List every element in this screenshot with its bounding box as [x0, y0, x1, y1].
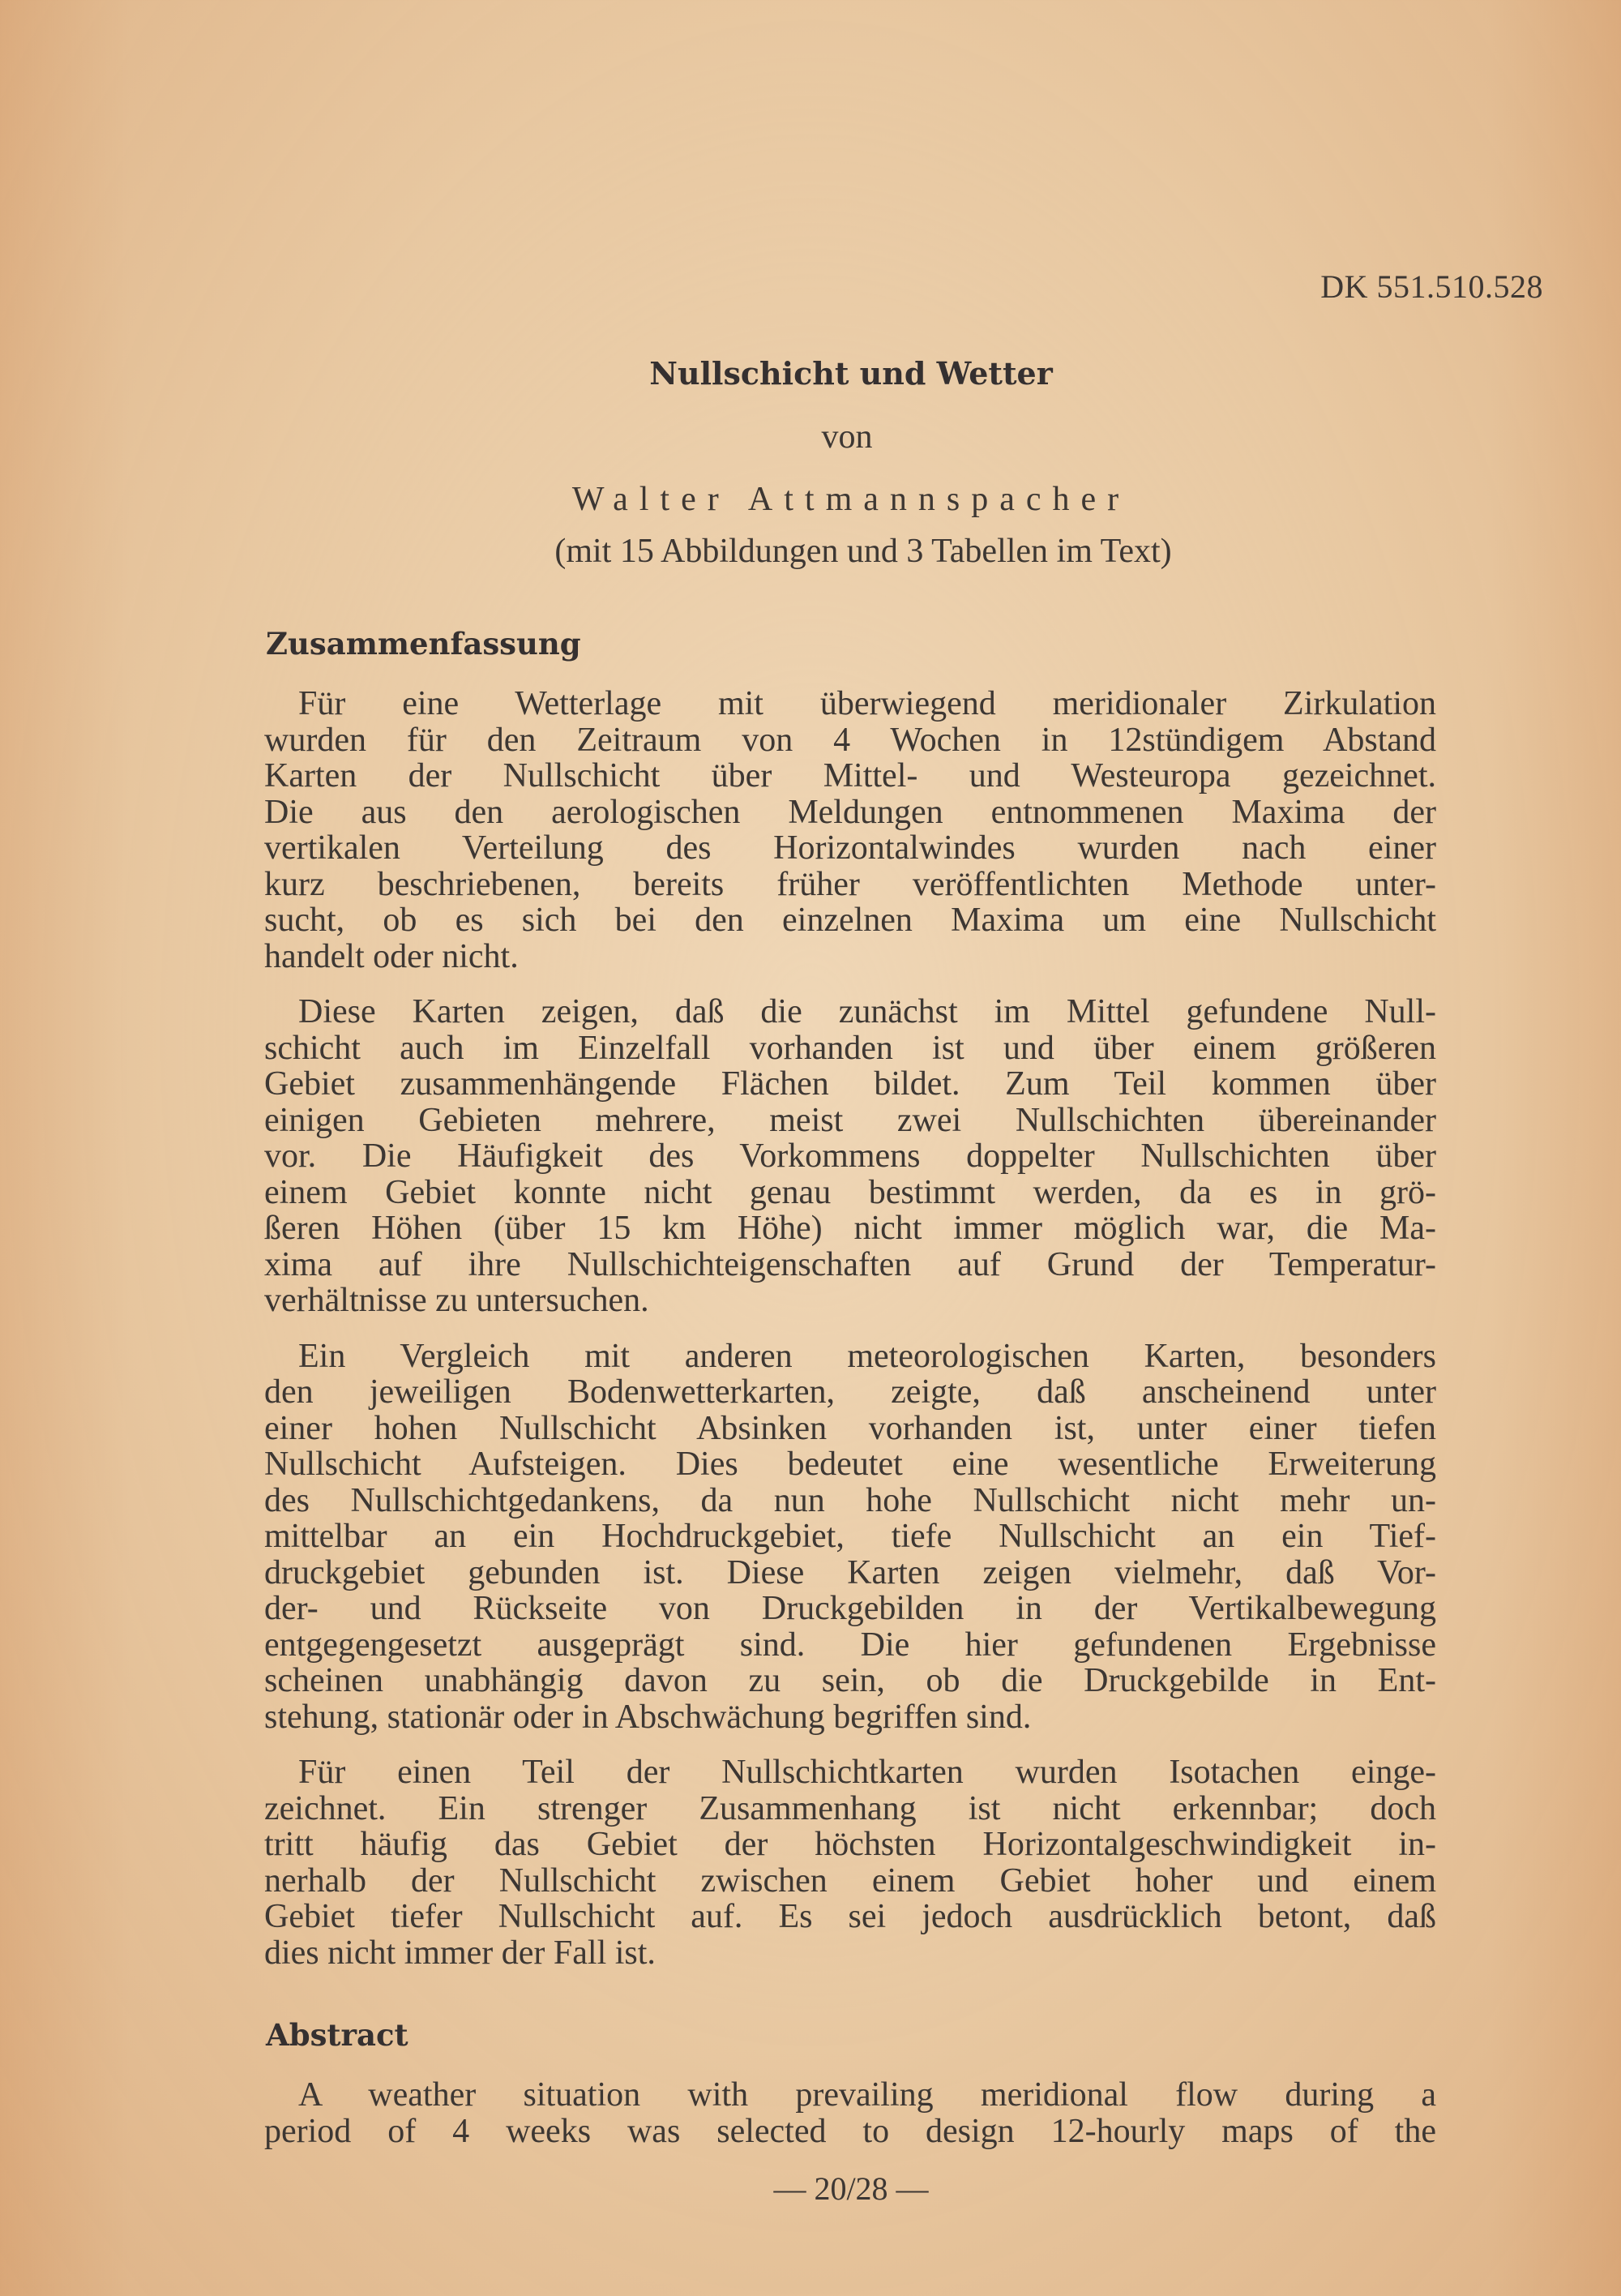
paragraph — [264, 2077, 1436, 2149]
article-title: Nullschicht und Wetter — [649, 355, 1053, 392]
text-line: des Nullschichtgedankens, da nun hohe Nullschicht nicht mehr un- — [264, 1481, 1436, 1519]
text-line: Für eine Wetterlage mit überwiegend meridionaler Zirkulation — [298, 685, 1436, 722]
paragraph — [264, 1754, 1436, 1971]
text-line: tritt häufig das Gebiet der höchsten Horizontalgeschwindigkeit in- — [264, 1826, 1436, 1863]
text-line: schicht auch im Einzelfall vorhanden ist und über einem größeren — [264, 1029, 1436, 1067]
text-line: verhältnisse zu untersuchen. — [264, 1282, 649, 1319]
text-line: Gebiet tiefer Nullschicht auf. Es sei jedoch ausdrücklich betont, daß — [264, 1898, 1436, 1935]
zusammenfassung-body — [264, 686, 1436, 1990]
text-line: dies nicht immer der Fall ist. — [264, 1934, 656, 1972]
text-line: Die aus den aerologischen Meldungen entnommenen Maxima der — [264, 793, 1436, 831]
paragraph — [264, 994, 1436, 1319]
byline: von — [821, 418, 873, 456]
text-line: druckgebiet gebunden ist. Diese Karten zeigen vielmehr, daß Vor- — [264, 1553, 1436, 1591]
text-line: Gebiet zusammenhängende Flächen bildet. Zum Teil kommen über — [264, 1065, 1436, 1103]
text-line: scheinen unabhängig davon zu sein, ob die Druckgebilde in Ent- — [264, 1662, 1436, 1699]
zusammenfassung-heading: Zusammenfassung — [266, 626, 581, 662]
abstract-body — [264, 2077, 1436, 2149]
text-line: der- und Rückseite von Druckgebilden in der Vertikalbewegung — [264, 1590, 1436, 1627]
text-line: period of 4 weeks was selected to design 12-hourly maps of the — [264, 2112, 1436, 2150]
author-name: Walter Attmannspacher — [571, 481, 1131, 518]
text-line: Karten der Nullschicht über Mittel- und Westeuropa gezeichnet. — [264, 757, 1436, 795]
text-line: kurz beschriebenen, bereits früher veröffentlichten Methode unter- — [264, 865, 1436, 903]
text-line: nerhalb der Nullschicht zwischen einem Gebiet hoher und einem — [264, 1861, 1436, 1900]
abstract-heading: Abstract — [266, 2017, 408, 2053]
text-line: einem Gebiet konnte nicht genau bestimmt werden, da es in grö- — [264, 1173, 1436, 1211]
text-line: ßeren Höhen (über 15 km Höhe) nicht immer möglich war, die Ma- — [264, 1210, 1436, 1247]
text-line: Für einen Teil der Nullschichtkarten wurden Isotachen einge- — [298, 1754, 1436, 1791]
text-line: Nullschicht Aufsteigen. Dies bedeutet eine wesentliche Erweiterung — [264, 1446, 1436, 1483]
text-line: entgegengesetzt ausgeprägt sind. Die hier gefundenen Ergebnisse — [264, 1626, 1436, 1664]
text-line: A weather situation with prevailing meridional flow during a — [298, 2076, 1436, 2114]
text-line: wurden für den Zeitraum von 4 Wochen in 12stündigem Abstand — [264, 721, 1436, 759]
text-line: vor. Die Häufigkeit des Vorkommens doppelter Nullschichten über — [264, 1137, 1436, 1175]
text-line: vertikalen Verteilung des Horizontalwindes wurden nach einer — [264, 829, 1436, 867]
udc-classification-code: DK 551.510.528 — [1320, 268, 1543, 305]
paragraph — [264, 1339, 1436, 1736]
text-line: Diese Karten zeigen, daß die zunächst im Mittel gefundene Null- — [298, 993, 1436, 1030]
text-line: den jeweiligen Bodenwetterkarten, zeigte, daß anscheinend unter — [264, 1373, 1436, 1411]
text-line: handelt oder nicht. — [264, 937, 519, 975]
page-number-footer: — 20/28 — — [773, 2170, 929, 2207]
text-line: Ein Vergleich mit anderen meteorologischen Karten, besonders — [298, 1337, 1436, 1375]
text-line: sucht, ob es sich bei den einzelnen Maxima um eine Nullschicht — [264, 902, 1436, 939]
text-line: xima auf ihre Nullschichteigenschaften auf Grund der Temperatur- — [264, 1245, 1436, 1283]
text-line: mittelbar an ein Hochdruckgebiet, tiefe Nullschicht an ein Tief- — [264, 1518, 1436, 1555]
text-line: einer hohen Nullschicht Absinken vorhanden ist, unter einer tiefen — [264, 1409, 1436, 1447]
figure-note: (mit 15 Abbildungen und 3 Tabellen im Text) — [554, 533, 1172, 570]
paragraph — [264, 686, 1436, 975]
text-line: zeichnet. Ein strenger Zusammenhang ist nicht erkennbar; doch — [264, 1789, 1436, 1827]
text-line: einigen Gebieten mehrere, meist zwei Nullschichten übereinander — [264, 1101, 1436, 1139]
text-line: stehung, stationär oder in Abschwächung begriffen sind. — [264, 1698, 1032, 1736]
